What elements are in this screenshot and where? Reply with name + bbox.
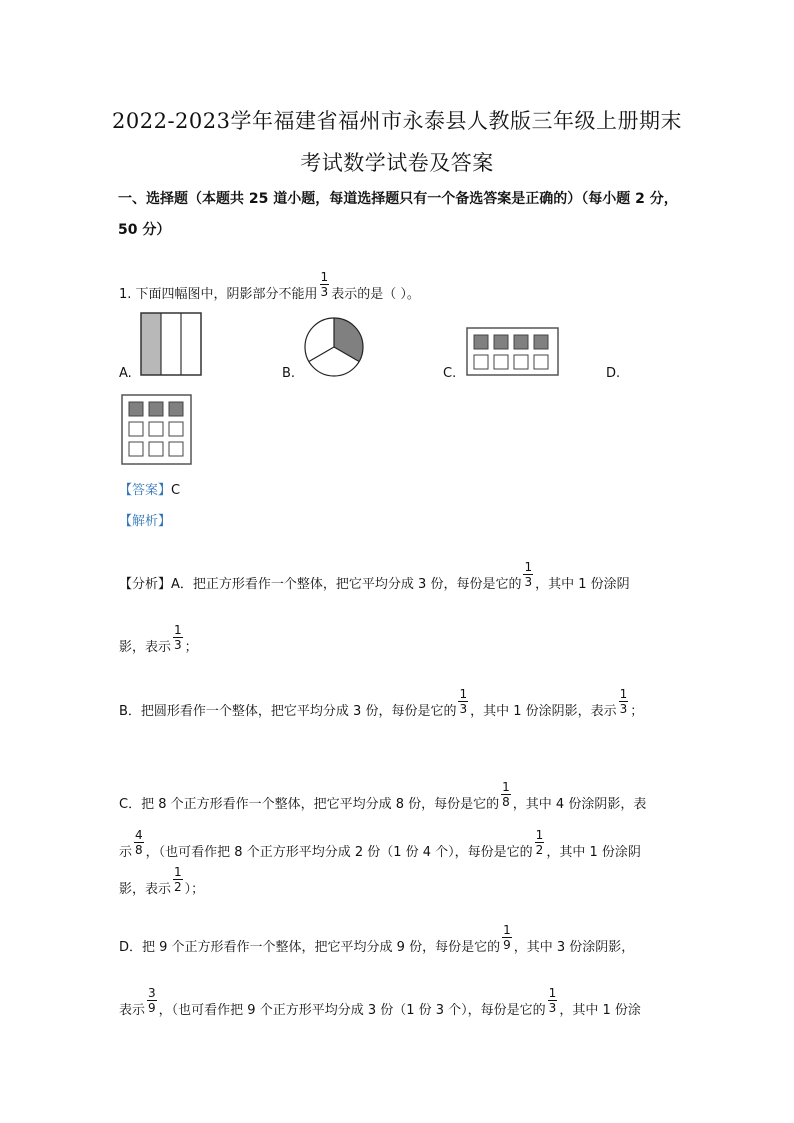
radius (309, 347, 334, 362)
fraction: $\frac{1}{3}$ (524, 560, 533, 589)
text: B．把圆形看作一个整体，把它平均分成 3 份，每份是它的 (119, 704, 457, 719)
empty-square (494, 355, 508, 369)
answer-label: 【答案】 (119, 483, 172, 498)
option-a-label: A. (119, 366, 132, 381)
shaded-square (149, 402, 163, 416)
option-c-label: C. (443, 366, 457, 381)
shaded-square (474, 335, 488, 349)
fraction: $\frac{1}{2}$ (535, 828, 544, 857)
empty-square (149, 422, 163, 436)
figure-b-circle (303, 316, 365, 378)
text: 表示 (119, 1003, 146, 1018)
shaded-square (534, 335, 548, 349)
text: ，其中 1 份涂阴 (546, 845, 641, 860)
explanation-c-line3 (119, 865, 205, 904)
text: ； (630, 704, 644, 719)
text: D．把 9 个正方形看作一个整体，把它平均分成 9 份，每份是它的 (119, 940, 501, 955)
text: ，其中 1 份涂 (559, 1003, 641, 1018)
option-d-label: D. (606, 366, 621, 381)
doc-title-line2: 考试数学试卷及答案 (300, 151, 494, 175)
fraction: $\frac{1}{2}$ (174, 865, 182, 894)
fraction: $\frac{1}{9}$ (503, 923, 511, 952)
question-1-prefix: 1. 下面四幅图中，阴影部分不能用 (119, 287, 318, 302)
text: C．把 8 个正方形看作一个整体，把它平均分成 8 份，每份是它的 (119, 797, 500, 812)
question-1 (119, 270, 420, 309)
explanation-label: 【分析】 (119, 577, 172, 592)
fraction: $\frac{1}{3}$ (174, 623, 182, 652)
answer-line (119, 479, 180, 498)
fraction: $\frac{1}{3}$ (320, 270, 329, 299)
fraction: $\frac{3}{9}$ (148, 986, 156, 1015)
text: ； (184, 640, 198, 655)
empty-square (129, 422, 143, 436)
text: 影，表示 (119, 882, 172, 897)
fraction: $\frac{1}{3}$ (619, 687, 628, 716)
question-1-suffix: 表示的是（ ）。 (331, 287, 420, 302)
shaded-square (514, 335, 528, 349)
fraction: $\frac{4}{8}$ (135, 828, 143, 857)
empty-square (169, 442, 183, 456)
explanation-a-line1 (119, 560, 630, 599)
empty-square (149, 442, 163, 456)
empty-square (129, 442, 143, 456)
option-b-label: B. (282, 366, 296, 381)
text: ，其中 3 份涂阴影， (513, 940, 635, 955)
text: ，（也可看作把 8 个正方形平均分成 2 份（1 份 4 个），每份是它的 (145, 845, 533, 860)
explanation-d-line2 (119, 986, 641, 1025)
shaded-square (129, 402, 143, 416)
figure-a-rectangle (140, 312, 204, 378)
text: ，（也可看作把 9 个正方形平均分成 3 份（1 份 3 个），每份是它的 (158, 1003, 546, 1018)
empty-square (474, 355, 488, 369)
explanation-d-line1 (119, 923, 635, 962)
empty-square (514, 355, 528, 369)
analysis-label: 【解析】 (119, 514, 172, 529)
text: ，其中 1 份涂阴影，表示 (470, 704, 617, 719)
explanation-c-line1 (119, 780, 647, 819)
text: ）； (184, 882, 205, 897)
text: A．把正方形看作一个整体，把它平均分成 3 份，每份是它的 (171, 577, 522, 592)
text: 示 (119, 845, 133, 860)
explanation-c-line2 (119, 828, 641, 867)
section-heading: 一、选择题（本题共 25 道小题，每道选择题只有一个备选答案是正确的）（每小题 2 分， (118, 191, 678, 207)
section-heading-cont: 50 分） (118, 222, 171, 238)
text: 影，表示 (119, 640, 172, 655)
fraction: $\frac{1}{3}$ (548, 986, 557, 1015)
explanation-a-line2 (119, 623, 198, 662)
figure-c-grid (466, 327, 560, 377)
text: ，其中 1 份涂阴 (535, 577, 630, 592)
fraction: $\frac{1}{8}$ (502, 780, 510, 809)
doc-title-line1: 2022-2023学年福建省福州市永泰县人教版三年级上册期末 (112, 109, 682, 133)
shaded-square (494, 335, 508, 349)
empty-square (169, 422, 183, 436)
explanation-b (119, 687, 644, 726)
text: ，其中 4 份涂阴影，表 (512, 797, 647, 812)
shaded-part (141, 313, 161, 375)
fraction: $\frac{1}{3}$ (459, 687, 468, 716)
answer-value: C (171, 483, 181, 498)
figure-d-grid (121, 394, 193, 466)
shaded-square (169, 402, 183, 416)
empty-square (534, 355, 548, 369)
